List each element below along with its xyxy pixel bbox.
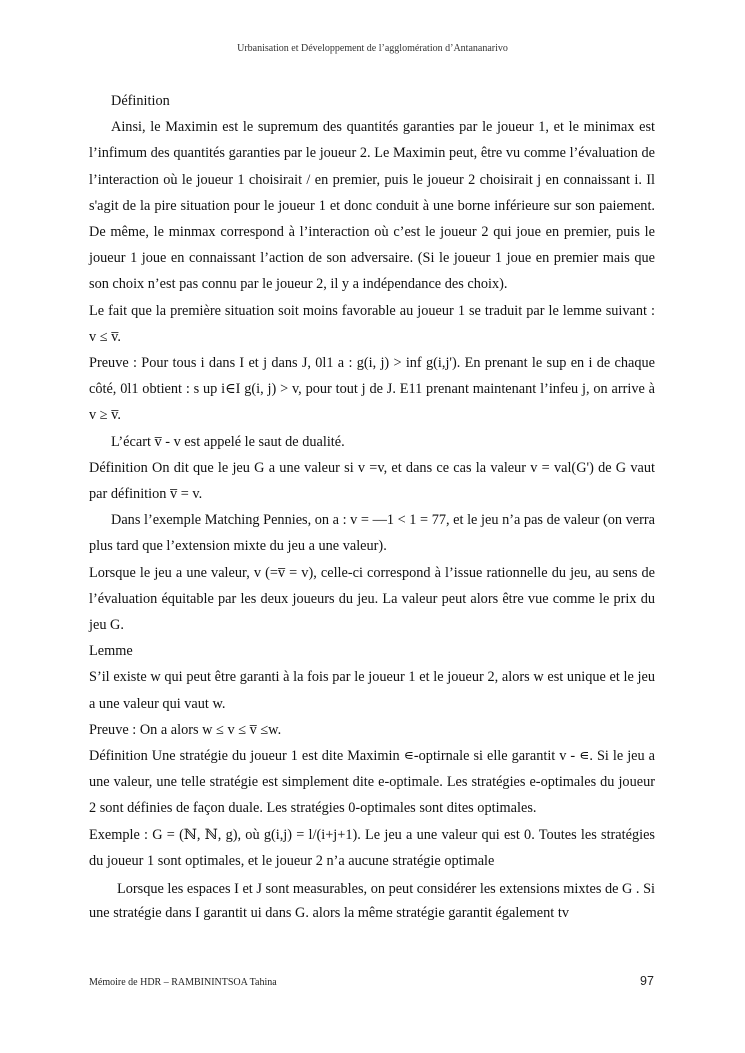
page-number: 97 <box>640 974 654 988</box>
paragraph-matching-pennies: Dans l’exemple Matching Pennies, on a : v = —1 < 1 = 77, et le jeu n’a pas de valeur (on verra plus tard que l’extension mixte du jeu a une valeur). <box>89 512 655 555</box>
paragraph-maximin: Ainsi, le Maximin est le supremum des quantités garanties par le joueur 1, et le minimax est l’infimum des quantités garanties par le joueur 2. Le Maximin peut, être vu comme l’évaluation de l’interaction où le joueur 1 choisirait / en premier, puis le joueur 2 choisirait j en connaissant i. Il s'agit de la pire situation pour le joueur 1 et donc conduit à une borne inférieure sur son paiement. De même, le minmax correspond à l’interaction où c’est le joueur 2 qui joue en premier, puis le joueur 1 joue en connaissant l’action de son adversaire. (Si le joueur 1 joue en premier mais que son choix n’est pas connu par le joueur 2, il y a indépendance des choix). <box>89 119 655 293</box>
paragraph-definition-optimal: Définition Une stratégie du joueur 1 est dite Maximin ∊-optirnale si elle garantit v - ∊. Si le jeu a une valeur, une telle stratégie est simplement dite e-optimale. Les stratégies e-optimales du joueur 2 sont définies de façon duale. Les stratégies 0-optimales sont dites optimales. <box>89 748 655 817</box>
paragraph-duality-gap: L’écart v̅ - v est appelé le saut de dualité. <box>111 433 345 450</box>
running-header: Urbanisation et Développement de l’agglomération d’Antananarivo <box>237 43 508 54</box>
footer-author: Mémoire de HDR – RAMBININTSOA Tahina <box>89 977 277 988</box>
page-body <box>89 88 655 925</box>
paragraph-lemma-statement: Le fait que la première situation soit moins favorable au joueur 1 se traduit par le lemme suivant : v ≤ v̅. <box>89 302 655 345</box>
lemma-heading: Lemme <box>89 643 133 660</box>
paragraph-game-value: Lorsque le jeu a une valeur, v (=v̅ = v), celle-ci correspond à l’issue rationnelle du jeu, au sens de l’évaluation équitable par les deux joueurs du jeu. La valeur peut alors être vue comme le prix du jeu G. <box>89 564 655 634</box>
paragraph-example: Exemple : G = (ℕ, ℕ, g), où g(i,j) = l/(i+j+1). Le jeu a une valeur qui est 0. Toutes les stratégies du joueur 1 sont optimales, et le joueur 2 n’a aucune stratégie optimale <box>89 826 655 869</box>
paragraph-proof: Preuve : Pour tous i dans I et j dans J, 0l1 a : g(i, j) > inf g(i,j'). En prenant le sup en i de chaque côté, 0l1 obtient : s up i∈I g(i, j) > v, pour tout j de J. E11 prenant maintenant l’infeu j, on arrive à v ≥ v̅. <box>89 355 655 424</box>
paragraph-mixed-extensions: Lorsque les espaces I et J sont measurables, on peut considérer les extensions mixtes de G . Si une stratégie dans I garantit ui dans G. alors la même stratégie garantit également tv <box>89 881 655 921</box>
last-paragraph-block <box>89 878 655 925</box>
paragraph-definition-value: Définition On dit que le jeu G a une valeur si v =v, et dans ce cas la valeur v = val(G') de G vaut par définition v̅ = v. <box>89 459 655 503</box>
paragraph-lemma: S’il existe w qui peut être garanti à la fois par le joueur 1 et le joueur 2, alors w est unique et le jeu a une valeur qui vaut w. <box>89 669 655 712</box>
definition-heading: Définition <box>111 93 170 109</box>
paragraph-proof-2: Preuve : On a alors w ≤ v ≤ v̅ ≤w. <box>89 721 282 738</box>
